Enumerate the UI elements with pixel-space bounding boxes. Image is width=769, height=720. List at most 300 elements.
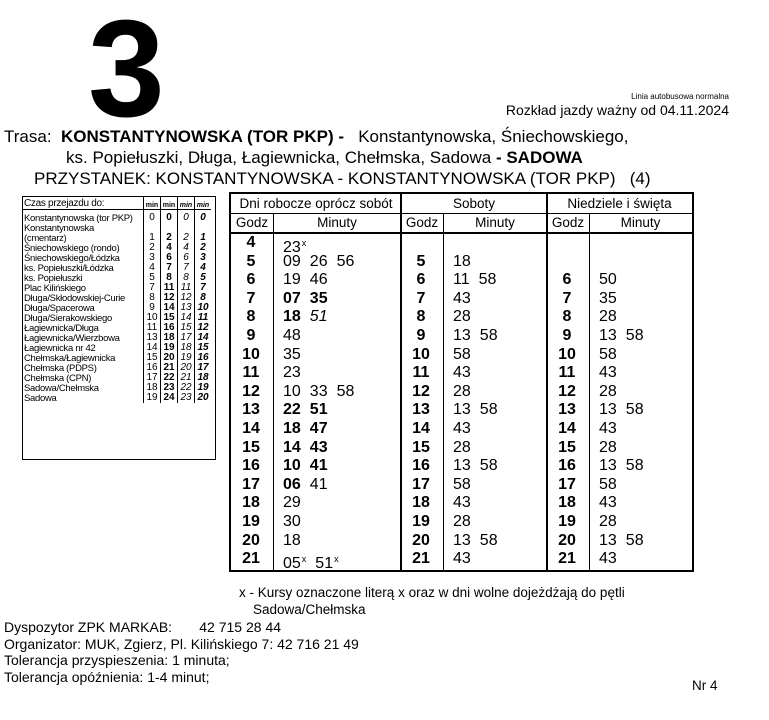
travel-row: [23, 393, 211, 403]
departure-row: [547, 457, 692, 476]
departure-minutes: [453, 308, 480, 327]
travel-time-value: 10: [144, 313, 161, 323]
departure-row: [401, 346, 547, 365]
departure-minutes: [599, 401, 653, 420]
section-rows: [547, 234, 692, 569]
minute-value: 58: [336, 382, 355, 400]
travel-time-value: 9: [144, 303, 161, 313]
departure-minute: [283, 383, 301, 402]
travel-time-value: 7: [195, 283, 212, 293]
stop-name: PRZYSTANEK: KONSTANTYNOWSKA - KONSTANTYNOWSKA (TOR PKP): [34, 169, 616, 188]
departure-minutes: [599, 420, 626, 439]
departure-minute: [599, 494, 617, 513]
stop-number: (4): [629, 169, 651, 188]
travel-stop-name: Sadowa: [24, 392, 57, 404]
hour-column-divider: [589, 213, 590, 570]
departure-hour: 7: [246, 289, 256, 307]
departure-row: [547, 513, 692, 532]
departure-minutes: [599, 439, 626, 458]
departure-minutes: [283, 383, 363, 402]
departure-row: [231, 476, 401, 495]
minute-value: 13: [599, 531, 617, 549]
travel-time-value: 12: [161, 293, 178, 303]
travel-time-value: 5: [195, 273, 212, 283]
minute-value: 58: [453, 345, 471, 363]
departure-row: [231, 308, 401, 327]
departure-minute: [310, 383, 328, 402]
travel-stop-name: Długa/Sierakowskiego: [24, 312, 112, 324]
minute-value: 13: [599, 457, 617, 475]
hour-column-header: Godz: [231, 213, 273, 234]
departure-row: [547, 234, 692, 253]
departure-minutes: [599, 290, 626, 309]
departure-minutes: [599, 494, 626, 513]
departure-minute: [453, 308, 471, 327]
travel-time-value: 0: [144, 210, 161, 224]
travel-time-value: 16: [195, 353, 212, 363]
travel-time-value: 4: [195, 263, 212, 273]
travel-times-table: [22, 196, 216, 460]
departure-minutes: [453, 364, 480, 383]
departure-minutes: [453, 457, 507, 476]
departure-hour: 20: [558, 531, 576, 549]
departure-row: [401, 476, 547, 495]
departure-minute: [479, 271, 497, 290]
departure-minutes: [599, 532, 653, 551]
departure-minutes: [599, 346, 626, 365]
travel-time-value: 18: [144, 383, 161, 393]
departure-minutes: [283, 457, 337, 476]
minute-value: 51: [309, 308, 328, 326]
departure-row: [231, 457, 401, 476]
departure-row: [401, 532, 547, 551]
departure-minutes: [599, 457, 653, 476]
travel-time-value: 7: [144, 283, 161, 293]
travel-time-value: 23: [178, 393, 195, 403]
travel-header-label: Czas przejazdu do:: [23, 197, 144, 210]
travel-time-value: 24: [161, 393, 178, 403]
departure-minute: [453, 346, 471, 365]
departure-row: [231, 494, 401, 513]
departure-minute: [599, 439, 617, 458]
departure-row: [401, 401, 547, 420]
minute-value: 13: [453, 531, 471, 549]
departure-hour: 13: [242, 401, 260, 419]
departure-row: [401, 271, 547, 290]
minute-value: 35: [309, 289, 328, 307]
travel-time-value: 4: [178, 243, 195, 253]
departure-hour: 8: [562, 308, 572, 326]
departure-minutes: [599, 308, 626, 327]
minute-value: 43: [453, 364, 471, 382]
travel-time-value: 22: [178, 383, 195, 393]
minute-value: 58: [625, 401, 644, 419]
departures-timetable: [229, 192, 694, 572]
departure-minutes: [283, 420, 337, 439]
departure-hour: 17: [412, 475, 430, 493]
departure-minute: [626, 532, 644, 551]
departure-minute: [599, 327, 617, 346]
departure-minute: [453, 290, 471, 309]
departure-minute: [599, 290, 617, 309]
departure-minutes: [283, 346, 310, 365]
minute-value: 30: [283, 512, 301, 530]
departure-row: [401, 550, 547, 569]
departure-minute: [599, 532, 617, 551]
departure-hour: 13: [558, 401, 576, 419]
departure-minute: [453, 420, 471, 439]
departure-hour: 11: [242, 364, 260, 382]
contact-info: [4, 619, 359, 685]
minute-value: 13: [453, 457, 471, 475]
travel-stop-name: Długa/Skłodowskiej-Curie: [24, 292, 126, 304]
travel-time-value: 19: [144, 393, 161, 403]
departure-minute: [453, 253, 471, 272]
departure-minutes: [453, 550, 480, 569]
minute-value: 06: [283, 475, 301, 493]
departure-row: [547, 346, 692, 365]
departure-minutes: [283, 550, 348, 574]
departure-hour: 16: [558, 457, 576, 475]
travel-stop-name: Sadowa/Chełmska: [24, 382, 99, 394]
travel-stop-name: Łagiewnicka/Wierzbowa: [24, 332, 120, 344]
travel-time-value: 15: [178, 323, 195, 333]
travel-time-value: 5: [144, 273, 161, 283]
departure-row: [231, 439, 401, 458]
departure-row: [401, 513, 547, 532]
departure-minutes: [453, 383, 480, 402]
hour-column-divider: [273, 213, 274, 570]
departure-hour: 18: [242, 494, 260, 512]
travel-time-value: 14: [195, 333, 212, 343]
departure-hour: 5: [246, 252, 256, 270]
departure-minute: [480, 327, 498, 346]
departure-hour: 12: [558, 382, 576, 400]
minute-value: 11: [453, 271, 470, 289]
departure-minutes: [283, 364, 310, 383]
departure-row: [401, 420, 547, 439]
travel-time-value: 20: [195, 393, 212, 403]
departure-row: [547, 532, 692, 551]
departure-hour: 19: [412, 512, 430, 530]
departure-minute: [453, 476, 471, 495]
departure-row: [401, 327, 547, 346]
departure-minute: [283, 420, 301, 439]
minute-value: 43: [599, 550, 617, 568]
travel-time-value: 18: [161, 333, 178, 343]
travel-stop-name: Długa/Spacerowa: [24, 302, 95, 314]
valid-from-date: Rozkład jazdy ważny od 04.11.2024: [505, 102, 729, 118]
route-label: Trasa:: [4, 127, 52, 146]
minute-value: 58: [479, 326, 498, 344]
departure-row: [231, 327, 401, 346]
departure-minute: [310, 401, 328, 420]
departure-minute: [453, 457, 471, 476]
departure-minutes: [599, 550, 626, 569]
travel-time-value: 20: [161, 353, 178, 363]
minute-value: 05: [283, 555, 301, 573]
minute-value: 29: [283, 494, 301, 512]
departure-minute: [453, 364, 471, 383]
minute-value: 18: [283, 531, 301, 549]
travel-time-value: 3: [195, 253, 212, 263]
departure-hour: 13: [412, 401, 430, 419]
minute-value: 46: [309, 271, 328, 289]
departure-row: [401, 439, 547, 458]
departure-row: [401, 457, 547, 476]
minute-value: 28: [453, 382, 471, 400]
departure-minute: [480, 532, 498, 551]
departure-minutes: [283, 327, 310, 346]
departure-hour: 16: [242, 457, 260, 475]
departure-minute: [599, 271, 617, 290]
travel-time-value: 15: [144, 353, 161, 363]
departure-hour: 14: [242, 419, 260, 437]
departure-minute: [453, 532, 471, 551]
travel-stop-name: Chełmska (PDPS): [24, 362, 97, 374]
minute-value: 13: [599, 326, 617, 344]
departure-hour: 15: [412, 438, 430, 456]
departure-hour: 21: [558, 550, 576, 568]
departure-row: [231, 420, 401, 439]
departure-minute: [599, 476, 617, 495]
departure-minute: [453, 383, 471, 402]
travel-header-unit: min: [178, 197, 195, 210]
travel-stop-name: ks. Popiełuszki/Łódzka: [24, 262, 114, 274]
footnote: [239, 584, 679, 618]
departure-minutes: [453, 327, 507, 346]
departure-minutes: [453, 513, 480, 532]
stop-line: [34, 169, 651, 189]
travel-time-value: 4: [161, 243, 178, 253]
departure-row: [231, 253, 401, 272]
travel-stop-name: Śniechowskiego/Łódzka: [24, 252, 120, 264]
section-rows: [231, 234, 401, 573]
departure-minute: [599, 457, 617, 476]
departure-row: [547, 308, 692, 327]
minutes-column-header: Minuty: [273, 213, 401, 234]
travel-time-value: 17: [144, 373, 161, 383]
departure-row: [231, 383, 401, 402]
departure-minute: [283, 364, 301, 383]
timetable-headers: [231, 194, 692, 232]
travel-time-value: 4: [144, 263, 161, 273]
departure-row: [231, 550, 401, 573]
departure-minute: [310, 457, 328, 476]
route-streets-1: Konstantynowska, Śniechowskiego,: [358, 127, 629, 146]
minute-value: 22: [283, 401, 301, 419]
departure-minute: [310, 439, 328, 458]
minute-value: 09: [283, 252, 301, 270]
minute-value: 23: [283, 239, 301, 256]
route-line-2: [66, 148, 583, 168]
travel-time-value: 3: [144, 253, 161, 263]
minute-value: 58: [599, 345, 617, 363]
departure-minutes: [283, 271, 337, 290]
departure-minute: [283, 253, 301, 272]
departure-hour: 10: [558, 345, 576, 363]
departure-minute: [453, 327, 471, 346]
departure-row: [547, 271, 692, 290]
travel-time-value: 15: [161, 313, 178, 323]
departure-hour: 11: [558, 364, 576, 382]
departure-minutes: [453, 401, 507, 420]
minute-value: 13: [453, 401, 471, 419]
departure-minute: [310, 420, 328, 439]
hour-column-header: Godz: [547, 213, 589, 234]
travel-time-value: 23: [161, 383, 178, 393]
minute-value: 41: [309, 457, 328, 475]
departure-minute: [599, 364, 617, 383]
departure-minutes: [283, 494, 310, 513]
departure-minute: [480, 457, 498, 476]
departure-minute: [283, 271, 301, 290]
departure-row: [547, 364, 692, 383]
departure-row: [547, 290, 692, 309]
departure-minute: [315, 550, 338, 574]
departure-row: [231, 346, 401, 365]
departure-minute: [599, 513, 617, 532]
travel-stop-name: Plac Kilińskiego: [24, 282, 86, 294]
travel-row: [23, 210, 211, 224]
minute-value: 28: [599, 382, 617, 400]
departure-hour: 12: [242, 382, 260, 400]
route-start: KONSTANTYNOWSKA (TOR PKP) -: [61, 127, 345, 146]
departure-minutes: [283, 532, 310, 551]
minute-value: 43: [453, 289, 471, 307]
departure-minute: [453, 550, 471, 569]
travel-time-value: 19: [195, 383, 212, 393]
route-line-1: [4, 127, 628, 147]
departure-hour: 7: [416, 289, 426, 307]
travel-header-unit: min: [144, 197, 161, 210]
minute-value: 26: [309, 252, 328, 270]
departure-minute: [283, 290, 301, 309]
travel-time-value: 0: [178, 210, 195, 224]
travel-time-value: 7: [178, 263, 195, 273]
minutes-column-header: Minuty: [443, 213, 547, 234]
route-streets-2: ks. Popiełuszki, Długa, Łagiewnicka, Chełmska, Sadowa: [66, 148, 492, 167]
departure-row: [401, 383, 547, 402]
departure-minute: [626, 327, 644, 346]
section-rows: [401, 234, 547, 569]
departure-hour: 18: [412, 494, 430, 512]
departure-row: [547, 420, 692, 439]
departure-hour: 9: [246, 326, 256, 344]
travel-time-value: 1: [144, 233, 161, 243]
departure-minutes: [453, 476, 480, 495]
travel-time-value: 18: [195, 373, 212, 383]
travel-time-value: 10: [195, 303, 212, 313]
section-divider: [400, 194, 402, 570]
travel-times-grid: [23, 197, 211, 403]
travel-time-value: 7: [161, 263, 178, 273]
departure-row: [231, 532, 401, 551]
minute-value: 33: [309, 382, 328, 400]
tolerance-early: Tolerancja przyspieszenia: 1 minuta;: [4, 652, 230, 668]
departure-hour: 12: [412, 382, 430, 400]
departure-hour: 20: [412, 531, 430, 549]
departure-row: [231, 290, 401, 309]
departure-row: [547, 439, 692, 458]
minute-value: 28: [453, 438, 471, 456]
travel-stop-name: Łagiewnicka/Długa: [24, 322, 99, 334]
travel-time-value: 21: [178, 373, 195, 383]
footnote-line-1: x - Kursy oznaczone literą x oraz w dni wolne dojeżdżają do pętli: [239, 585, 625, 600]
departure-minutes: [453, 346, 480, 365]
departure-minute: [283, 532, 301, 551]
travel-time-value: 0: [195, 210, 212, 224]
minute-value: 10: [283, 382, 301, 400]
travel-time-value: 8: [178, 273, 195, 283]
minute-value: 43: [453, 550, 471, 568]
minute-value: 58: [479, 457, 498, 475]
departure-minute: [599, 550, 617, 569]
footnote-line-2: Sadowa/Chełmska: [253, 602, 366, 617]
minute-value: 58: [479, 401, 498, 419]
departure-minutes: [453, 532, 507, 551]
departure-minute: [599, 346, 617, 365]
minute-value: 35: [599, 289, 617, 307]
minute-value: 58: [479, 531, 498, 549]
departure-hour: 10: [242, 345, 260, 363]
departure-minutes: [599, 364, 626, 383]
travel-time-value: 1: [195, 233, 212, 243]
departure-row: [401, 308, 547, 327]
departure-minute: [283, 346, 301, 365]
departure-hour: 8: [246, 308, 256, 326]
travel-time-value: 8: [144, 293, 161, 303]
page-number: Nr 4: [692, 678, 718, 693]
departure-minute: [599, 383, 617, 402]
organizer-info: Organizator: MUK, Zgierz, Pl. Kilińskiego 7: 42 716 21 49: [4, 635, 359, 652]
minute-value: 58: [599, 475, 617, 493]
travel-time-value: 14: [178, 313, 195, 323]
departure-minutes: [283, 253, 363, 272]
travel-time-value: 2: [178, 233, 195, 243]
departure-row: [547, 401, 692, 420]
travel-time-value: 8: [195, 293, 212, 303]
departure-row: [547, 476, 692, 495]
departure-minutes: [453, 271, 505, 290]
departure-minute: [310, 308, 328, 327]
minute-value: 51: [315, 555, 334, 573]
minute-value: 18: [453, 252, 471, 270]
minute-value: 50: [599, 271, 617, 289]
departure-minute: [337, 383, 355, 402]
minute-value: 18: [283, 308, 301, 326]
minute-value: 43: [453, 419, 471, 437]
departure-minute: [283, 513, 301, 532]
travel-time-value: 13: [178, 303, 195, 313]
minute-value: 58: [478, 271, 497, 289]
minute-value: 28: [453, 512, 471, 530]
line-type: Linia autobusowa normalna: [631, 92, 729, 101]
departure-hour: 11: [412, 364, 430, 382]
departure-minutes: [453, 253, 480, 272]
travel-stop-name: Konstantynowska: [24, 222, 94, 234]
minute-value: 43: [599, 419, 617, 437]
minute-value: 58: [625, 457, 644, 475]
departure-hour: 15: [242, 438, 260, 456]
departure-minutes: [599, 327, 653, 346]
travel-time-value: 2: [144, 243, 161, 253]
departure-row: [547, 550, 692, 569]
departure-minute: [453, 401, 471, 420]
travel-time-value: 16: [161, 323, 178, 333]
travel-time-value: 13: [144, 333, 161, 343]
departure-minute: [283, 439, 301, 458]
